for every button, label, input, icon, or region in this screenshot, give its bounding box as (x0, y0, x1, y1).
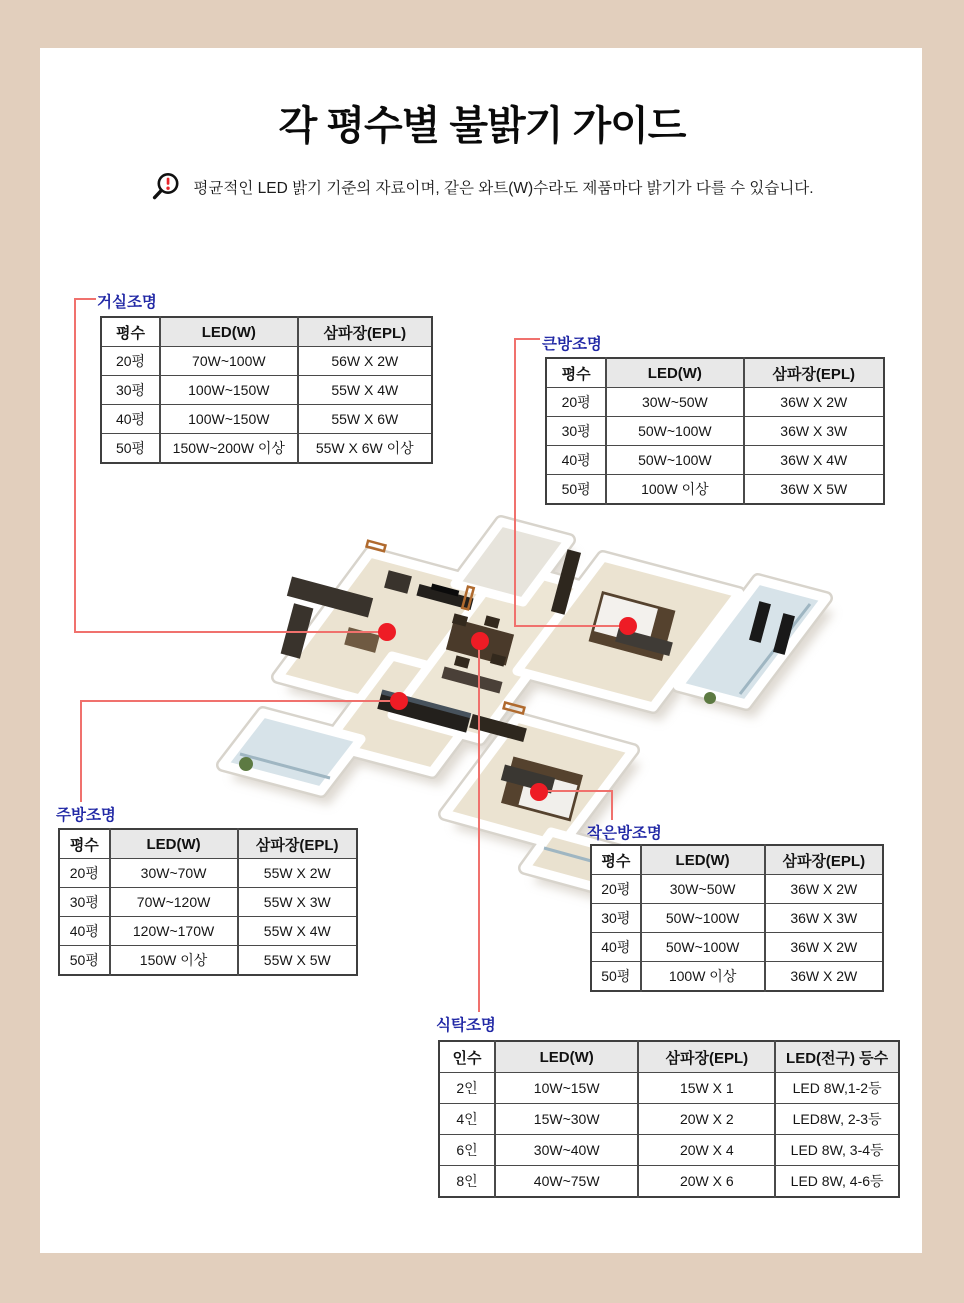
table-cell: 50W~100W (606, 446, 743, 475)
table-cell: 20평 (59, 859, 110, 888)
callout-dot-kitchen (390, 692, 408, 710)
table-row (101, 434, 432, 464)
table-cell: 55W X 4W (238, 917, 358, 946)
connector-bigroom-vertical (514, 338, 516, 627)
header-row (591, 845, 883, 875)
table-cell: 20W X 4 (638, 1135, 775, 1166)
table-cell: 55W X 5W (238, 946, 358, 976)
table-cell: 55W X 2W (238, 859, 358, 888)
notice-text: 평균적인 LED 밝기 기준의 자료이며, 같은 와트(W)수라도 제품마다 밝기가 다를 수 있습니다. (193, 180, 814, 197)
table-row (59, 859, 357, 888)
column-header: 삼파장(EPL) (638, 1041, 775, 1073)
table-cell: 20W X 2 (638, 1104, 775, 1135)
table-cell: 50평 (59, 946, 110, 976)
table-cell: 10W~15W (495, 1073, 638, 1104)
table-cell: LED 8W,1-2등 (775, 1073, 899, 1104)
table-cell: 8인 (439, 1166, 495, 1198)
table-row (546, 475, 884, 505)
connector-living-vertical (74, 298, 76, 633)
header-row (546, 358, 884, 388)
table-row (591, 904, 883, 933)
smallroom-lighting-table (590, 844, 884, 992)
connector-kitchen-horizontal (80, 700, 400, 702)
table-cell: 30평 (591, 904, 641, 933)
table-cell: 36W X 2W (765, 933, 883, 962)
callout-dot-smallroom (530, 783, 548, 801)
callout-dot-dining (471, 632, 489, 650)
label-bigroom: 큰방조명 (542, 336, 602, 353)
table-cell: 36W X 3W (765, 904, 883, 933)
table-cell: 36W X 3W (744, 417, 885, 446)
dining-lighting-table (438, 1040, 900, 1198)
table-row (439, 1135, 899, 1166)
table-row (439, 1073, 899, 1104)
table-row (101, 347, 432, 376)
table-cell: 30W~50W (606, 388, 743, 417)
table-row (59, 946, 357, 976)
table-cell: 50W~100W (606, 417, 743, 446)
column-header: LED(W) (495, 1041, 638, 1073)
column-header: 평수 (546, 358, 606, 388)
table-cell: 40평 (59, 917, 110, 946)
notice-row (0, 170, 964, 204)
table-cell: 20평 (591, 875, 641, 904)
table-cell: 100W~150W (160, 376, 298, 405)
label-living: 거실조명 (97, 294, 157, 311)
table-row (546, 388, 884, 417)
table-cell: 30평 (59, 888, 110, 917)
page-title: 각 평수별 불밝기 가이드 (278, 104, 686, 148)
kitchen-lighting-table (58, 828, 358, 976)
table-cell: 40평 (591, 933, 641, 962)
table-cell: 40W~75W (495, 1166, 638, 1198)
table-cell: 50평 (591, 962, 641, 992)
table-cell: 150W 이상 (110, 946, 238, 976)
label-smallroom: 작은방조명 (587, 825, 662, 842)
column-header: 평수 (59, 829, 110, 859)
connector-kitchen-vertical (80, 700, 82, 802)
table-cell: 55W X 6W 이상 (298, 434, 432, 464)
table-cell: 150W~200W 이상 (160, 434, 298, 464)
label-kitchen: 주방조명 (56, 807, 116, 824)
table-cell: 36W X 5W (744, 475, 885, 505)
connector-living-tick (74, 298, 96, 300)
connector-living-horizontal (74, 631, 388, 633)
living-lighting-table (100, 316, 433, 464)
table-cell: 55W X 3W (238, 888, 358, 917)
table-row (59, 888, 357, 917)
column-header: 삼파장(EPL) (744, 358, 885, 388)
header-row (439, 1041, 899, 1073)
table-cell: 50W~100W (641, 933, 765, 962)
table-cell: 100W 이상 (641, 962, 765, 992)
table-row (439, 1104, 899, 1135)
table-row (546, 417, 884, 446)
table-row (591, 875, 883, 904)
table-cell: 30W~70W (110, 859, 238, 888)
header-row (101, 317, 432, 347)
table-cell: 40평 (546, 446, 606, 475)
table-cell: 56W X 2W (298, 347, 432, 376)
column-header: LED(W) (641, 845, 765, 875)
table-cell: 55W X 6W (298, 405, 432, 434)
table-row (101, 405, 432, 434)
connector-bigroom-tick (514, 338, 540, 340)
table-row (101, 376, 432, 405)
table-cell: 30평 (546, 417, 606, 446)
column-header: LED(전구) 등수 (775, 1041, 899, 1073)
table-cell: 6인 (439, 1135, 495, 1166)
table-cell: 30평 (101, 376, 160, 405)
table-cell: 70W~100W (160, 347, 298, 376)
table-cell: 36W X 4W (744, 446, 885, 475)
table-cell: 36W X 2W (765, 875, 883, 904)
table-row (591, 962, 883, 992)
table-cell: 50평 (546, 475, 606, 505)
table-cell: LED 8W, 4-6등 (775, 1166, 899, 1198)
column-header: 삼파장(EPL) (298, 317, 432, 347)
connector-dining-vertical (478, 642, 480, 1012)
table-cell: 30W~40W (495, 1135, 638, 1166)
header-row (59, 829, 357, 859)
table-cell: 70W~120W (110, 888, 238, 917)
bigroom-lighting-table (545, 357, 885, 505)
connector-smallroom-vertical (611, 790, 613, 820)
table-cell: 30W~50W (641, 875, 765, 904)
table-cell: 2인 (439, 1073, 495, 1104)
column-header: 삼파장(EPL) (238, 829, 358, 859)
table-cell: LED8W, 2-3등 (775, 1104, 899, 1135)
table-row (591, 933, 883, 962)
table-cell: 4인 (439, 1104, 495, 1135)
table-cell: 120W~170W (110, 917, 238, 946)
table-cell: 15W~30W (495, 1104, 638, 1135)
column-header: 평수 (591, 845, 641, 875)
label-dining: 식탁조명 (436, 1017, 496, 1034)
table-cell: 100W 이상 (606, 475, 743, 505)
callout-dot-living (378, 623, 396, 641)
table-cell: LED 8W, 3-4등 (775, 1135, 899, 1166)
column-header: LED(W) (160, 317, 298, 347)
table-cell: 20W X 6 (638, 1166, 775, 1198)
table-cell: 15W X 1 (638, 1073, 775, 1104)
column-header: 인수 (439, 1041, 495, 1073)
table-row (59, 917, 357, 946)
table-row (439, 1166, 899, 1198)
table-cell: 40평 (101, 405, 160, 434)
table-row (546, 446, 884, 475)
table-cell: 20평 (546, 388, 606, 417)
table-cell: 50평 (101, 434, 160, 464)
connector-bigroom-horizontal (514, 625, 629, 627)
callout-dot-bigroom (619, 617, 637, 635)
column-header: 삼파장(EPL) (765, 845, 883, 875)
column-header: 평수 (101, 317, 160, 347)
magnifier-alert-icon (150, 170, 184, 204)
column-header: LED(W) (606, 358, 743, 388)
table-cell: 50W~100W (641, 904, 765, 933)
table-cell: 55W X 4W (298, 376, 432, 405)
table-cell: 36W X 2W (765, 962, 883, 992)
connector-smallroom-horizontal (540, 790, 613, 792)
table-cell: 20평 (101, 347, 160, 376)
column-header: LED(W) (110, 829, 238, 859)
table-cell: 36W X 2W (744, 388, 885, 417)
table-cell: 100W~150W (160, 405, 298, 434)
